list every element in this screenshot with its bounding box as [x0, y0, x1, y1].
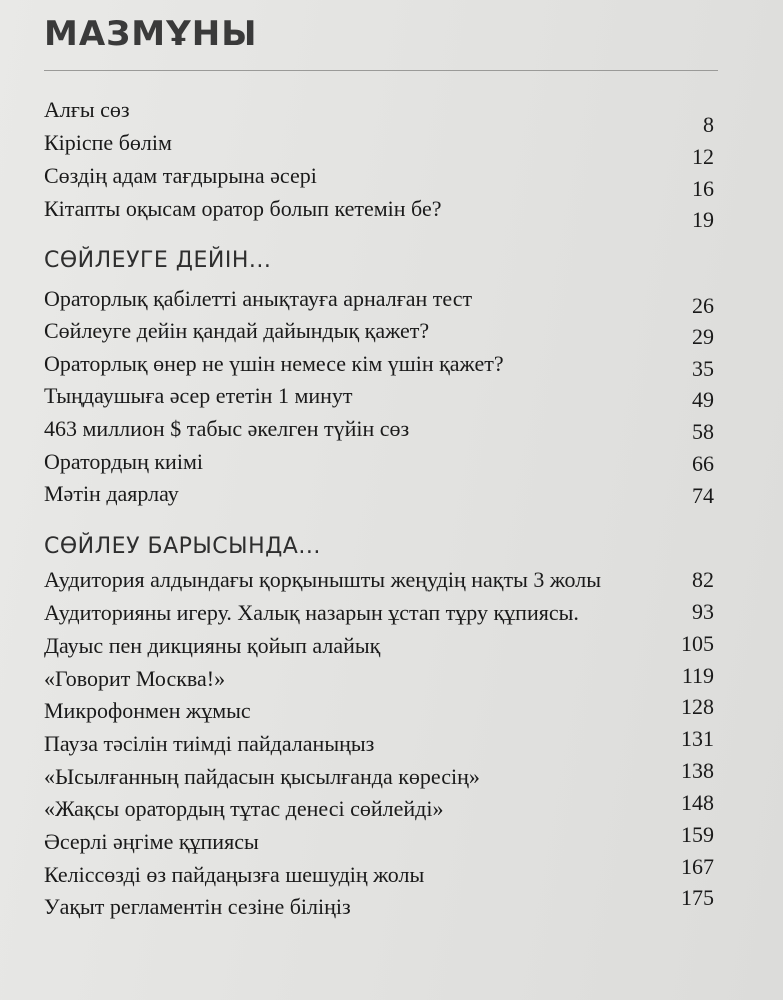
toc-entry	[44, 416, 714, 448]
section-heading: СӨЙЛЕУГЕ ДЕЙІН...	[44, 248, 272, 273]
toc-entry-page: 93	[692, 599, 714, 624]
toc-entry	[44, 885, 714, 926]
toc-entry	[44, 383, 714, 415]
toc-entry	[44, 196, 714, 232]
toc-entry-page: 16	[692, 176, 714, 201]
toc-entry	[44, 97, 714, 137]
toc-entry	[44, 481, 714, 513]
toc-entry	[44, 663, 714, 698]
toc-entry-title: Ораторлық қабілетті анықтауға арналған тест	[44, 286, 473, 311]
toc-entry-page: 128	[681, 694, 714, 719]
toc-entry	[44, 351, 714, 383]
toc-entry-title: Келіссөзді өз пайдаңызға шешудің жолы	[44, 862, 425, 887]
toc-entry-title: Ораторлық өнер не үшін немесе кім үшін қажет?	[44, 351, 504, 376]
title-divider	[44, 70, 718, 71]
toc-entry	[44, 854, 714, 894]
toc-entry-page: 131	[681, 726, 714, 751]
toc-entry	[44, 567, 714, 599]
toc-entry-page: 105	[681, 631, 714, 656]
toc-entry	[44, 726, 714, 763]
section-heading: СӨЙЛЕУ БАРЫСЫНДА...	[44, 534, 321, 559]
toc-entry-page: 12	[692, 144, 714, 169]
toc-entry-title: Әсерлі әңгіме құпиясы	[44, 829, 259, 854]
toc-entry-title: Оратордың киімі	[44, 449, 203, 474]
toc-entry-page: 8	[703, 112, 714, 137]
toc-entry-title: 463 миллион $ табыс әкелген түйін сөз	[44, 416, 410, 441]
toc-entry	[44, 758, 714, 796]
toc-entry-title: «Жақсы оратордың тұтас денесі сөйлейді»	[44, 796, 444, 821]
toc-entry	[44, 449, 714, 481]
toc-entry-title: Уақыт регламентін сезіне біліңіз	[44, 894, 351, 919]
toc-entry-page: 138	[681, 758, 714, 783]
toc-entry-title: Сөздің адам тағдырына әсері	[44, 163, 317, 188]
toc-entry-title: Мәтін даярлау	[44, 481, 179, 506]
toc-entry	[44, 790, 714, 828]
toc-entry	[44, 163, 714, 201]
toc-entry-title: Дауыс пен дикцияны қойып алайық	[44, 633, 381, 658]
toc-entry-title: Аудитория алдындағы қорқынышты жеңудің нақты 3 жолы	[44, 567, 601, 592]
toc-entry-page: 49	[692, 387, 714, 412]
toc-entry-page: 175	[681, 885, 714, 910]
toc-entry-title: Пауза тәсілін тиімді пайдаланыңыз	[44, 731, 375, 756]
toc-entry-page: 167	[681, 854, 714, 879]
toc-entry-page: 26	[692, 293, 714, 318]
toc-entry	[44, 318, 714, 350]
toc-entry	[44, 286, 714, 318]
toc-entry-page: 148	[681, 790, 714, 815]
toc-entry-page: 82	[692, 567, 714, 592]
toc-entry-page: 29	[692, 324, 714, 349]
toc-entry	[44, 694, 714, 730]
toc-entry-title: Кітапты оқысам оратор болып кетемін бе?	[44, 196, 442, 221]
toc-entry-page: 35	[692, 356, 714, 381]
toc-entry	[44, 822, 714, 861]
toc-entry-title: Аудиторияны игеру. Халық назарын ұстап тұру құпиясы.	[44, 600, 579, 625]
toc-entry-page: 58	[692, 419, 714, 444]
toc-entry-page: 119	[681, 663, 714, 688]
toc-entry	[44, 130, 714, 169]
toc-entry-title: Алғы сөз	[44, 97, 130, 122]
page-title: МАЗМҰНЫ	[44, 14, 258, 54]
toc-entry-page: 74	[692, 483, 714, 508]
toc-entry-page: 159	[681, 822, 714, 847]
toc-entry-title: «Ысылғанның пайдасын қысылғанда көресің»	[44, 764, 480, 789]
toc-entry	[44, 600, 714, 632]
toc-entry-page: 66	[692, 451, 714, 476]
toc-entry-page: 19	[692, 207, 714, 232]
toc-entry-title: «Говорит Москва!»	[44, 666, 226, 691]
toc-entry-title: Тыңдаушыға әсер ететін 1 минут	[44, 383, 353, 408]
toc-entry-title: Сөйлеуге дейін қандай дайындық қажет?	[44, 318, 430, 343]
toc-entry-title: Кіріспе бөлім	[44, 130, 172, 155]
toc-entry-title: Микрофонмен жұмыс	[44, 698, 251, 723]
toc-entry	[44, 633, 714, 665]
